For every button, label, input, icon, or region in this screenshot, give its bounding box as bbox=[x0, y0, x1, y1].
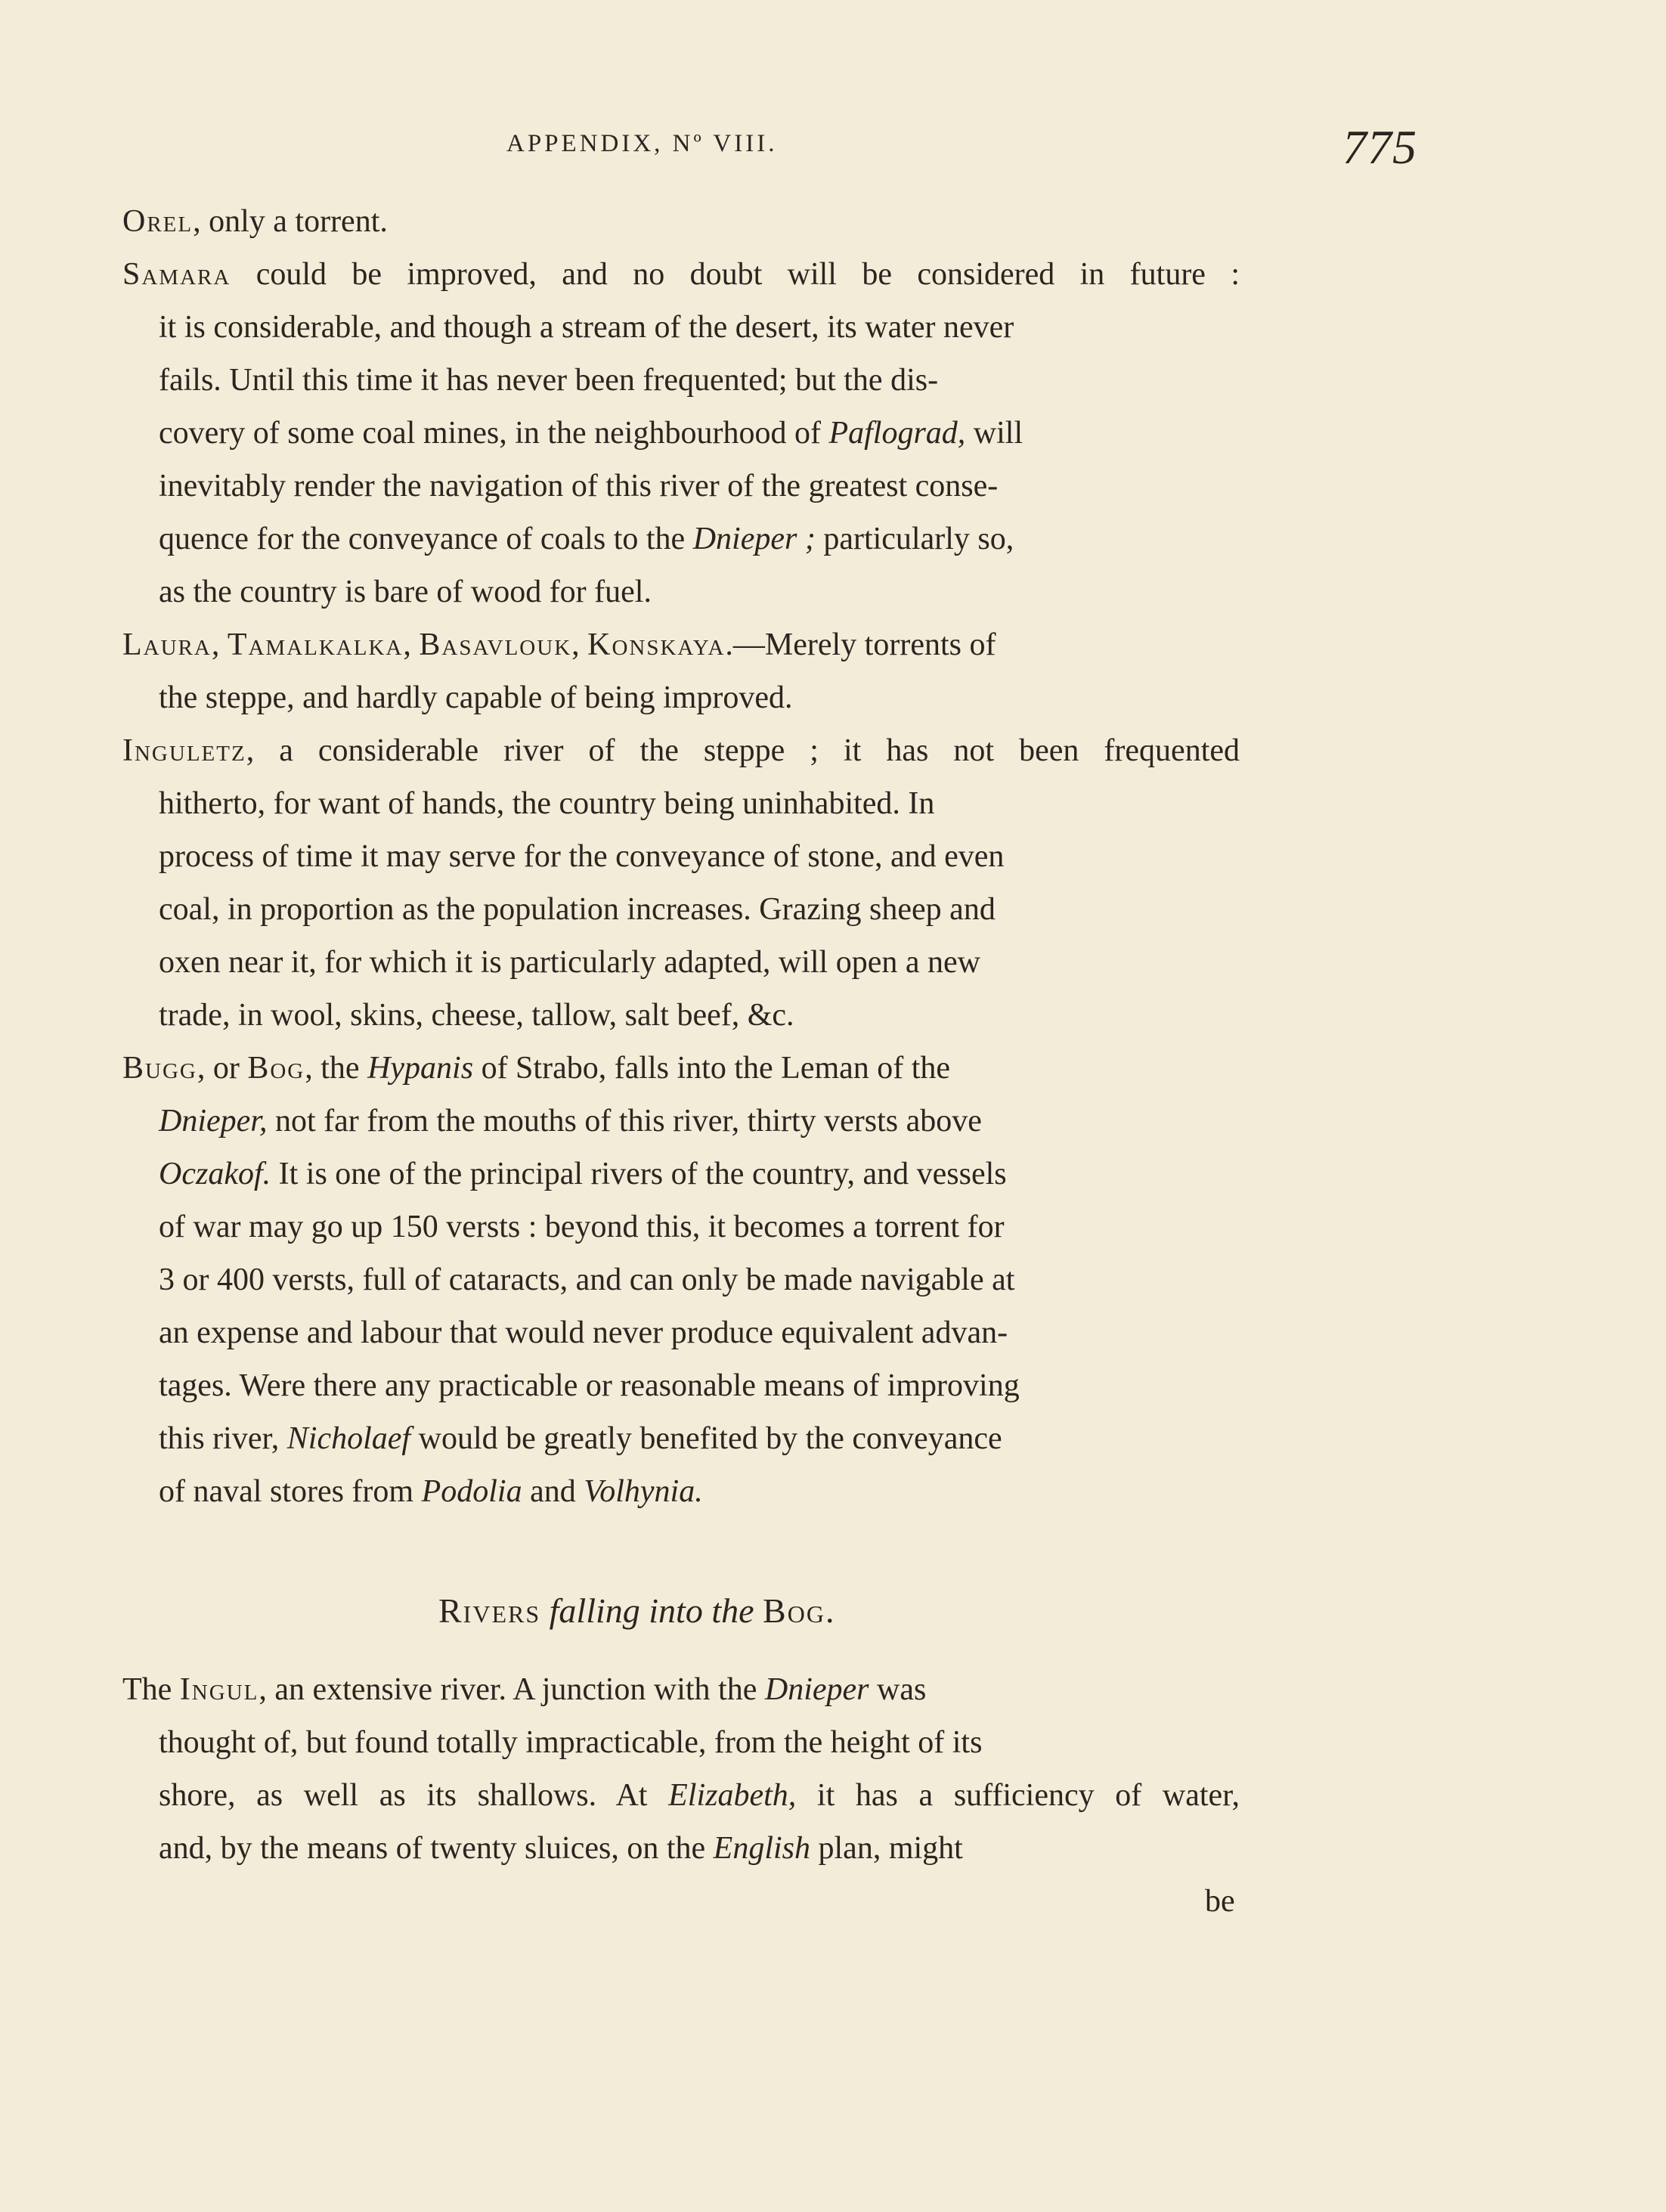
text-line: hitherto, for want of hands, the country being uninhabited. In bbox=[159, 786, 935, 821]
text-line: quence for the conveyance of coals to the Dnieper ; particularly so, bbox=[159, 522, 1014, 556]
entry-ingul: The Ingul, an extensive river. A junction with the Dnieper was bbox=[122, 1672, 927, 1707]
entry-inguletz: Inguletz, a considerable river of the steppe ; it has not been frequented bbox=[122, 733, 1240, 768]
text-line: Oczakof. It is one of the principal rivers of the country, and vessels bbox=[159, 1157, 1007, 1191]
text-line: an expense and labour that would never produce equivalent advan- bbox=[159, 1315, 1008, 1350]
text-line: it is considerable, and though a stream of the desert, its water never bbox=[159, 310, 1014, 345]
section-heading: Rivers falling into the Bog. bbox=[438, 1591, 835, 1630]
text-line: fails. Until this time it has never been frequented; but the dis- bbox=[159, 363, 939, 398]
text-line: inevitably render the navigation of this river of the greatest conse- bbox=[159, 469, 999, 503]
text-line: tages. Were there any practicable or reasonable means of improving bbox=[159, 1368, 1020, 1403]
text-line: coal, in proportion as the population increases. Grazing sheep and bbox=[159, 892, 996, 927]
river-name: Orel bbox=[122, 204, 194, 239]
text-line: Dnieper, not far from the mouths of this river, thirty versts above bbox=[159, 1104, 982, 1139]
text-line: oxen near it, for which it is particularly adapted, will open a new bbox=[159, 945, 980, 980]
entry-laura: Laura, Tamalkalka, Basavlouk, Konskaya.—Merely torrents of bbox=[122, 627, 996, 662]
page-number: 775 bbox=[1342, 120, 1417, 174]
text-line: covery of some coal mines, in the neighbourhood of Paflograd, will bbox=[159, 416, 1023, 451]
catchword: be bbox=[1205, 1884, 1235, 1919]
text-line: of naval stores from Podolia and Volhynia. bbox=[159, 1474, 703, 1509]
text-line: the steppe, and hardly capable of being improved. bbox=[159, 680, 793, 715]
river-name: Samara bbox=[122, 257, 231, 292]
text-line: of war may go up 150 versts : beyond this, it becomes a torrent for bbox=[159, 1210, 1005, 1244]
entry-bugg: Bugg, or Bog, the Hypanis of Strabo, falls into the Leman of the bbox=[122, 1051, 951, 1086]
river-name: Ingul bbox=[179, 1672, 259, 1707]
entry-samara: Samara could be improved, and no doubt will be considered in future : bbox=[122, 257, 1240, 292]
text-line: thought of, but found totally impracticable, from the height of its bbox=[159, 1725, 983, 1760]
text-line: trade, in wool, skins, cheese, tallow, salt beef, &c. bbox=[159, 998, 794, 1033]
entry-orel: Orel, only a torrent. bbox=[122, 204, 388, 239]
text-line: this river, Nicholaef would be greatly benefited by the conveyance bbox=[159, 1421, 1002, 1456]
text-line: 3 or 400 versts, full of cataracts, and can only be made navigable at bbox=[159, 1262, 1015, 1297]
river-name: Inguletz bbox=[122, 733, 246, 768]
text-line: as the country is bare of wood for fuel. bbox=[159, 575, 652, 609]
text-line: shore, as well as its shallows. At Elizabeth, it has a sufficiency of water, bbox=[159, 1778, 1240, 1813]
text-line: process of time it may serve for the conveyance of stone, and even bbox=[159, 839, 1005, 874]
text-line: and, by the means of twenty sluices, on the English plan, might bbox=[159, 1831, 963, 1866]
running-header: APPENDIX, Nº VIII. bbox=[506, 130, 778, 157]
